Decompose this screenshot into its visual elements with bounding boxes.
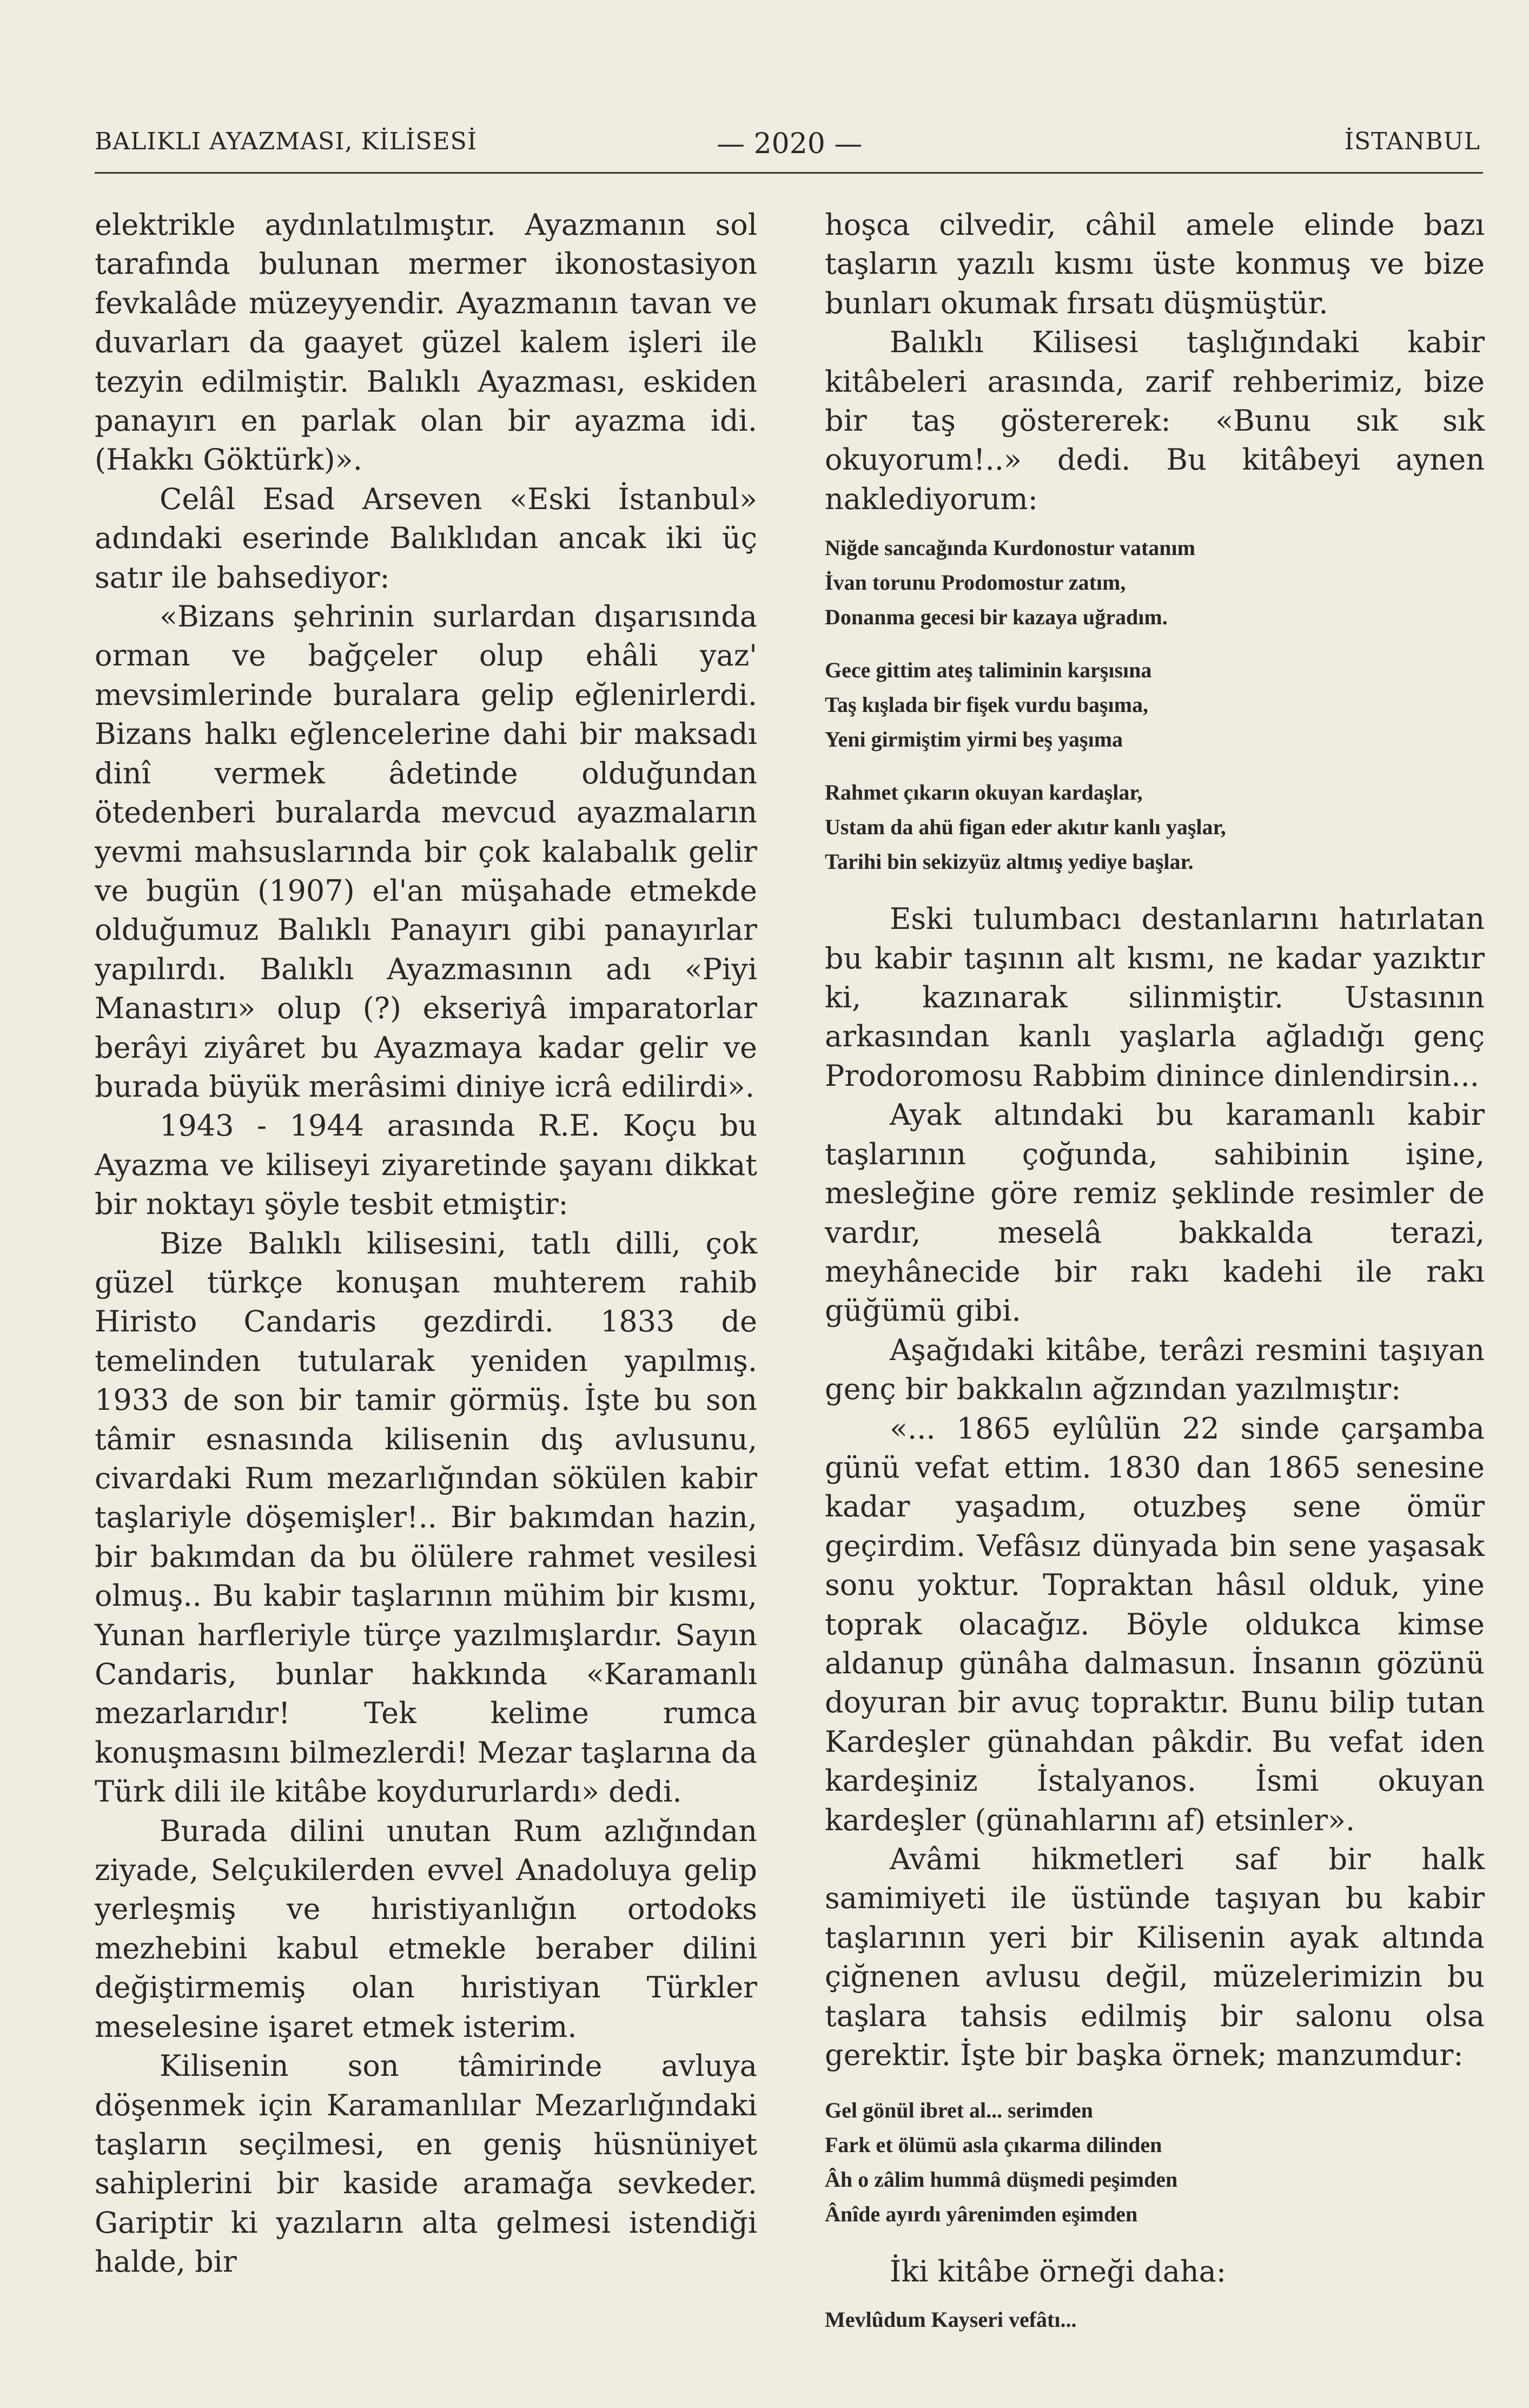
paragraph: Celâl Esad Arseven «Eski İstanbul» adındaki eserinde Balıklıdan ancak iki üç satır ile bahsediyor: (95, 481, 757, 595)
paragraph: Eski tulumbacı destanlarını hatırlatan bu kabir taşının alt kısmı, ne kadar yazıktır ki, kazınarak silinmiştir. Ustasının arkasından kanlı yaşlarla ağladığı genç Prodoromosu Rabbim dinince dinlendirsin... (825, 902, 1485, 1093)
paragraph: elektrikle aydınlatılmıştır. Ayazmanın sol tarafında bulunan mermer ikonostasiyon fevkalâde müzeyyendir. Ayazmanın tavan ve duvarları da gaayet güzel kalem işleri ile tezyin edilmiştir. Balıklı Ayazması, eskiden panayırı en parlak olan bir ayazma idi. (Hakkı Göktürk)». (95, 208, 757, 477)
epitaph-stanza (825, 775, 1485, 879)
verse-line: Niğde sancağında Kurdonostur vatanım (825, 536, 1195, 560)
verse-line: Gece gittim ateş taliminin karşısına (825, 658, 1152, 683)
page-number: — 2020 — (717, 128, 863, 160)
epitaph-stanza (825, 653, 1485, 757)
verse-line: Rahmet çıkarın okuyan kardaşlar, (825, 780, 1143, 805)
verse-line: İvan torunu Prodomostur zatım, (825, 570, 1126, 595)
paragraph: Kilisenin son tâmirinde avluya döşenmek için Karamanlılar Mezarlığındaki taşların seçilmesi, en geniş hüsnüniyet sahiplerini bir kaside aramağa sevkeder. Gariptir ki yazıların alta gelmesi istendiği halde, bir (95, 2049, 757, 2279)
verse-line: Mevlûdum Kayseri vefâtı... (825, 2307, 1077, 2332)
paragraph: Aşağıdaki kitâbe, terâzi resmini taşıyan genç bir bakkalın ağzından yazılmıştır: (825, 1332, 1485, 1407)
paragraph: Bize Balıklı kilisesini, tatlı dilli, çok güzel türkçe konuşan muhterem rahib Hiristo Candaris gezdirdi. 1833 de temelinden tutularak yeniden yapılmış. 1933 de son bir tamir görmüş. İşte bu son tâmir esnasında kilisenin dış avlusunu, civardaki Rum mezarlığından sökülen kabir taşlariyle döşemişler!.. Bir bakımdan hazin, bir bakımdan da bu ölülere rahmet vesilesi olmuş.. Bu kabir taşlarının mühim bir kısmı, Yunan harfleriyle türçe yazılmışlardır. Sayın Candaris, bunlar hakkında «Karamanlı mezarlarıdır! Tek kelime rumca konuşmasını bilmezlerdi! Mezar taşlarına da Türk dili ile kitâbe koydururlardı» dedi. (95, 1226, 757, 1809)
verse-line: Gel gönül ibret al... serimden (825, 2098, 1093, 2123)
verse-line: Ustam da ahü figan eder akıtır kanlı yaşlar, (825, 815, 1226, 840)
right-column (825, 206, 1485, 2337)
verse-line: Ânîde ayırdı yârenimden eşimden (825, 2202, 1138, 2227)
paragraph: Avâmi hikmetleri saf bir halk samimiyeti ile üstünde taşıyan bu kabir taşlarının yeri bir Kilisenin ayak altında çiğnenen avlusu değil, müzelerimizin bu taşlara tahsis edilmiş bir salonu olsa gerektir. İşte bir başka örnek; manzumdur: (825, 1842, 1485, 2073)
quote-paragraph: «... 1865 eylûlün 22 sinde çarşamba günü vefat ettim. 1830 dan 1865 senesine kadar yaşadım, otuzbeş sene ömür geçirdim. Vefâsız dünyada bin sene yaşasak sonu yoktur. Topraktan hâsıl olduk, yine toprak olacağız. Böyle oldukca kimse aldanup günâha dalmasun. İnsanın gözünü doyuran bir avuç topraktır. Bunu bilip tutan Kardeşler günahdan pâkdir. Bu vefat iden kardeşiniz İstalyanos. İsmi okuyan kardeşler (günahlarını af) etsinler». (825, 1411, 1485, 1837)
section-title: İSTANBUL (1344, 128, 1480, 155)
paragraph: Ayak altındaki bu karamanlı kabir taşlarının çoğunda, sahibinin işine, mesleğine göre remiz şeklinde resimler de vardır, meselâ bakkalda terazi, meyhânecide bir rakı kadehi ile rakı güğümü gibi. (825, 1098, 1485, 1328)
verse-line: Fark et ölümü asla çıkarma dilinden (825, 2133, 1162, 2158)
verse-line: Taş kışlada bir fişek vurdu başıma, (825, 692, 1148, 717)
poem-stanza (825, 2093, 1485, 2232)
middle-text (825, 900, 1485, 2075)
left-column (95, 206, 757, 2282)
verse-line: Âh o zâlim hummâ düşmedi peşimden (825, 2167, 1178, 2192)
header-rule (95, 172, 1483, 174)
verse-line: Tarihi bin sekizyüz altmış yediye başlar. (825, 849, 1194, 874)
page-header (95, 128, 1480, 171)
closing-text (825, 2252, 1485, 2337)
paragraph: Balıklı Kilisesi taşlığındaki kabir kitâbeleri arasında, zarif rehberimiz, bize bir taş göstererek: «Bunu sık sık okuyorum!..» dedi. Bu kitâbeyi aynen naklediyorum: (825, 325, 1485, 516)
paragraph: Burada dilini unutan Rum azlığından ziyade, Selçukilerden evvel Anadoluya gelip yerleşmiş ve hıristiyanlığın ortodoks mezhebini kabul etmekle beraber dilini değiştirmemiş olan hıristiyan Türkler meselesine işaret etmek isterim. (95, 1813, 757, 2044)
paragraph: İki kitâbe örneği daha: (890, 2254, 1227, 2289)
running-title: BALIKLI AYAZMASI, KİLİSESİ (95, 128, 478, 155)
verse-line: Donanma gecesi bir kazaya uğradım. (825, 605, 1168, 630)
verse-line: Yeni girmiştim yirmi beş yaşıma (825, 727, 1123, 752)
paragraph: hoşca cilvedir, câhil amele elinde bazı taşların yazılı kısmı üste konmuş ve bize bunları okumak fırsatı düşmüştür. (825, 208, 1485, 320)
quote-paragraph: «Bizans şehrinin surlardan dışarısında orman ve bağçeler olup ehâli yaz' mevsimlerinde buralara gelip eğlenirlerdi. Bizans halkı eğlencelerine dahi bir maksadı dinî vermek âdetinde olduğundan ötedenberi buralarda mevcud ayazmaların yevmi mahsuslarında bir çok kalabalık gelir ve bugün (1907) el'an müşahade etmekde olduğumuz Balıklı Panayırı gibi panayırlar yapılırdı. Balıklı Ayazmasının adı «Piyi Manastırı» olup (?) ekseriyâ imparatorlar berâyi ziyâret bu Ayazmaya kadar gelir ve burada büyük merâsimi diniye icrâ edilirdi». (95, 599, 757, 1104)
epitaph-stanza (825, 531, 1485, 635)
paragraph: 1943 - 1944 arasında R.E. Koçu bu Ayazma ve kiliseyi ziyaretinde şayanı dikkat bir noktayı şöyle tesbit etmiştir: (95, 1109, 757, 1222)
